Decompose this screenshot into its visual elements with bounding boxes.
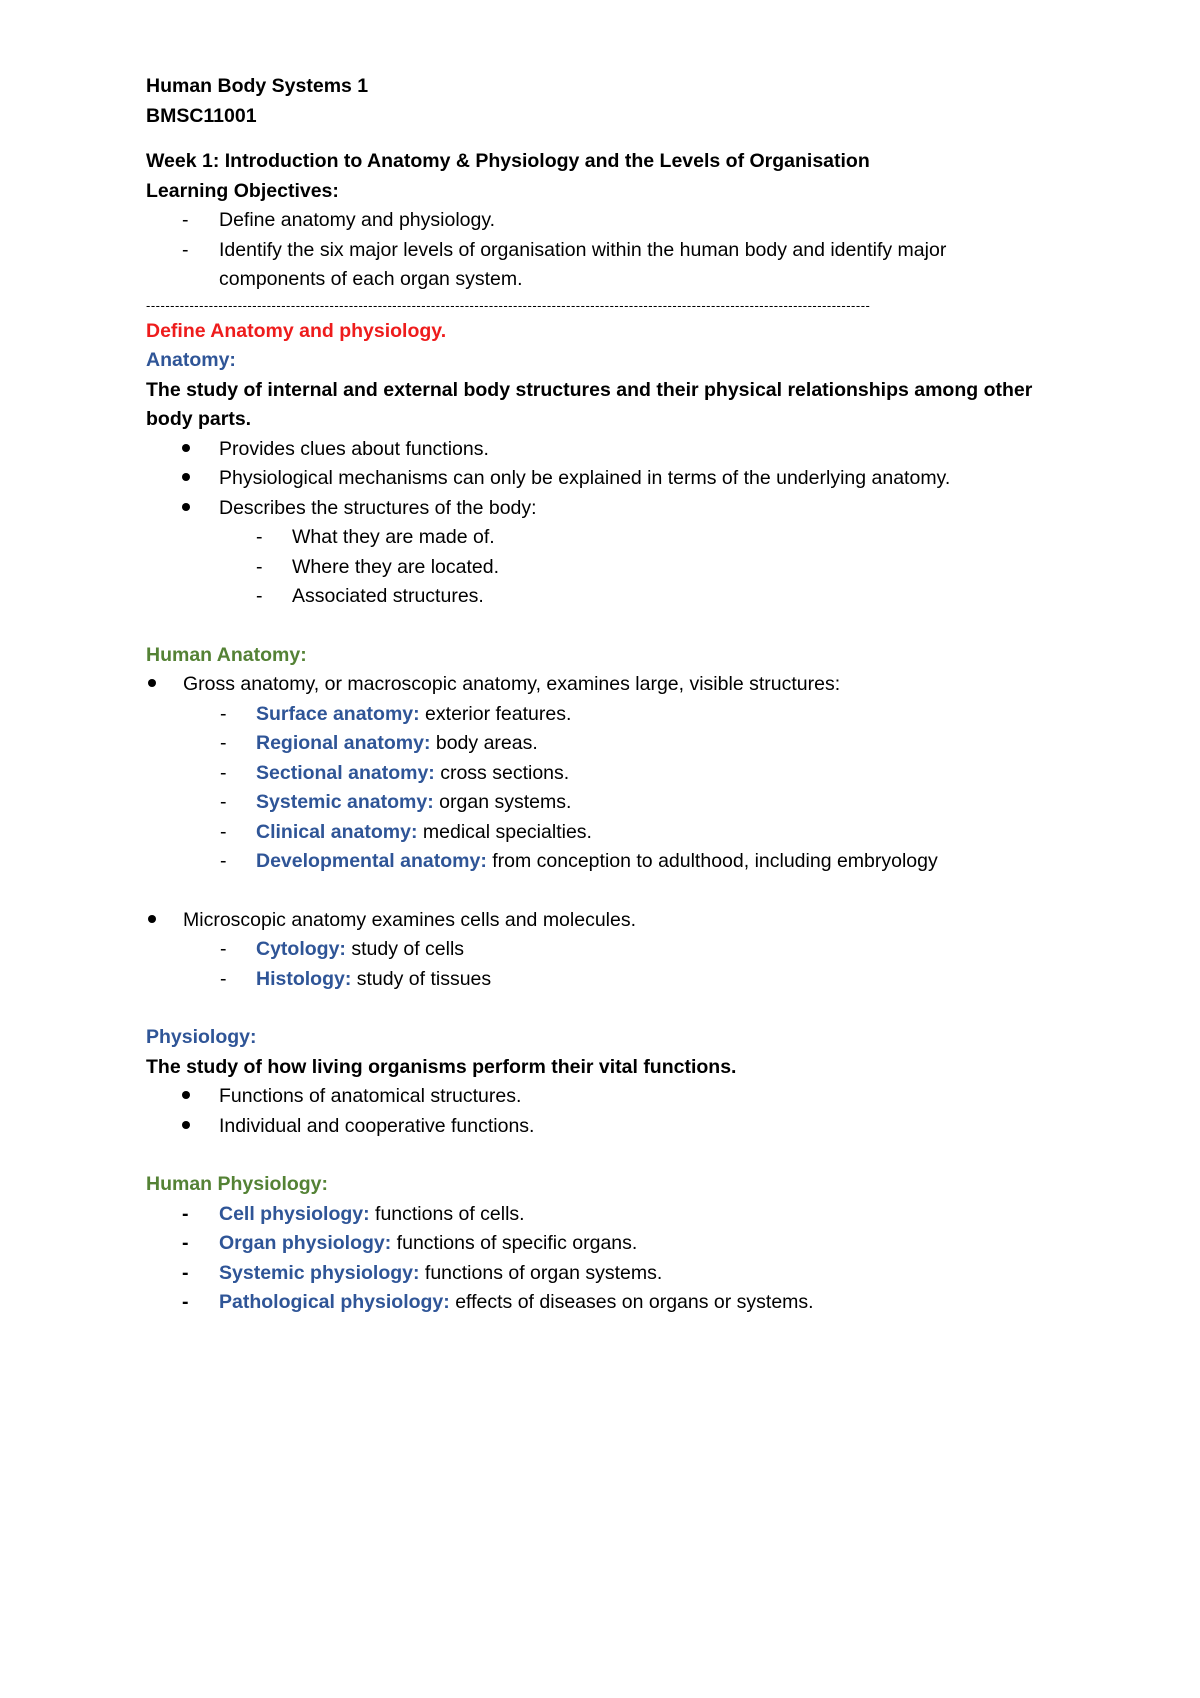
list-item: Individual and cooperative functions. [146, 1112, 1050, 1142]
list-item: - Where they are located. [146, 553, 1050, 583]
term: Systemic anatomy: [256, 791, 434, 813]
physiology-definition: The study of how living organisms perform their vital functions. [146, 1055, 737, 1078]
list-item: - Systemic physiology: functions of organ systems. [146, 1259, 1050, 1289]
week-title: Week 1: Introduction to Anatomy & Physiology and the Levels of Organisation [146, 150, 870, 172]
bullet-icon [148, 906, 172, 936]
dash-marker: - [220, 702, 227, 725]
physiology-points [146, 1082, 1050, 1141]
dash-marker: - [220, 732, 227, 754]
dash-marker: - [220, 820, 227, 843]
spacer [146, 612, 1050, 641]
list-item: Provides clues about functions. [146, 435, 1050, 465]
list-item: - What they are made of. [146, 523, 1050, 553]
bullet-icon [182, 1112, 206, 1142]
bullet-icon [182, 1082, 206, 1112]
term: Clinical anatomy: [256, 820, 418, 843]
bullet-icon [182, 464, 206, 494]
list-item: - Associated structures. [146, 582, 1050, 612]
human-anatomy-list [146, 670, 1050, 877]
list-item: - Organ physiology: functions of specific organs. [146, 1229, 1050, 1259]
dash-marker: - [182, 209, 189, 231]
term: Surface anatomy: [256, 702, 420, 725]
dash-marker: - [182, 1261, 189, 1284]
dash-marker: - [182, 1291, 189, 1313]
list-item: - Cell physiology: functions of cells. [146, 1200, 1050, 1230]
list-item: Gross anatomy, or macroscopic anatomy, examines large, visible structures: [146, 670, 1050, 700]
spacer [146, 994, 1050, 1023]
term: Organ physiology: [219, 1232, 392, 1254]
anatomy-points [146, 435, 1050, 612]
spacer [146, 131, 1050, 147]
list-item: Functions of anatomical structures. [146, 1082, 1050, 1112]
course-title: Human Body Systems 1 [146, 75, 369, 97]
list-item: - Identify the six major levels of organisation within the human body and identify major components of each organ system. [146, 236, 1050, 295]
term: Pathological physiology: [219, 1291, 450, 1313]
dash-marker: - [220, 761, 227, 784]
list-item: - Regional anatomy: body areas. [146, 729, 1050, 759]
list-item: - Developmental anatomy: from conception to adulthood, including embryology [146, 847, 1050, 877]
term: Systemic physiology: [219, 1261, 420, 1284]
section-heading-define: Define Anatomy and physiology. [146, 319, 447, 342]
dash-marker: - [256, 585, 263, 607]
dash-marker: - [220, 850, 227, 872]
list-item: - Sectional anatomy: cross sections. [146, 759, 1050, 789]
dash-marker: - [220, 791, 227, 813]
dash-marker: - [220, 967, 227, 990]
microscopic-list [146, 906, 1050, 995]
dash-marker: - [182, 238, 189, 261]
anatomy-heading: Anatomy: [146, 349, 236, 371]
spacer [146, 1141, 1050, 1170]
dash-marker: - [182, 1232, 189, 1254]
dash-marker: - [256, 526, 263, 548]
course-code: BMSC11001 [146, 104, 257, 127]
term: Histology: [256, 967, 352, 990]
objectives-label: Learning Objectives: [146, 179, 339, 202]
spacer [146, 877, 1050, 906]
dash-marker: - [220, 938, 227, 960]
objectives-list [146, 206, 1050, 295]
anatomy-definition: The study of internal and external body structures and their physical relationships among other body parts. [146, 378, 1033, 430]
list-item: Microscopic anatomy examines cells and molecules. [146, 906, 1050, 936]
list-item: - Define anatomy and physiology. [146, 206, 1050, 236]
list-item: Describes the structures of the body: [146, 494, 1050, 524]
term: Cytology: [256, 938, 346, 960]
list-item: - Pathological physiology: effects of diseases on organs or systems. [146, 1288, 1050, 1318]
list-item: - Histology: study of tissues [146, 965, 1050, 995]
dash-marker: - [182, 1202, 189, 1225]
term: Sectional anatomy: [256, 761, 435, 784]
human-anatomy-heading: Human Anatomy: [146, 643, 307, 666]
bullet-icon [148, 670, 172, 700]
list-item: Physiological mechanisms can only be explained in terms of the underlying anatomy. [146, 464, 1050, 494]
human-physiology-heading: Human Physiology: [146, 1173, 329, 1195]
dash-marker: - [256, 555, 263, 578]
bullet-icon [182, 494, 206, 524]
bullet-icon [182, 435, 206, 465]
divider-line: ------------------------------------------------------------------------------------------------------------------------------------------------------ [146, 297, 871, 313]
term: Developmental anatomy: [256, 850, 487, 872]
list-item: - Cytology: study of cells [146, 935, 1050, 965]
list-item: - Systemic anatomy: organ systems. [146, 788, 1050, 818]
term: Cell physiology: [219, 1202, 370, 1225]
list-item: - Surface anatomy: exterior features. [146, 700, 1050, 730]
term: Regional anatomy: [256, 732, 431, 754]
physiology-heading: Physiology: [146, 1026, 257, 1048]
human-physiology-list [146, 1200, 1050, 1318]
list-item: - Clinical anatomy: medical specialties. [146, 818, 1050, 848]
